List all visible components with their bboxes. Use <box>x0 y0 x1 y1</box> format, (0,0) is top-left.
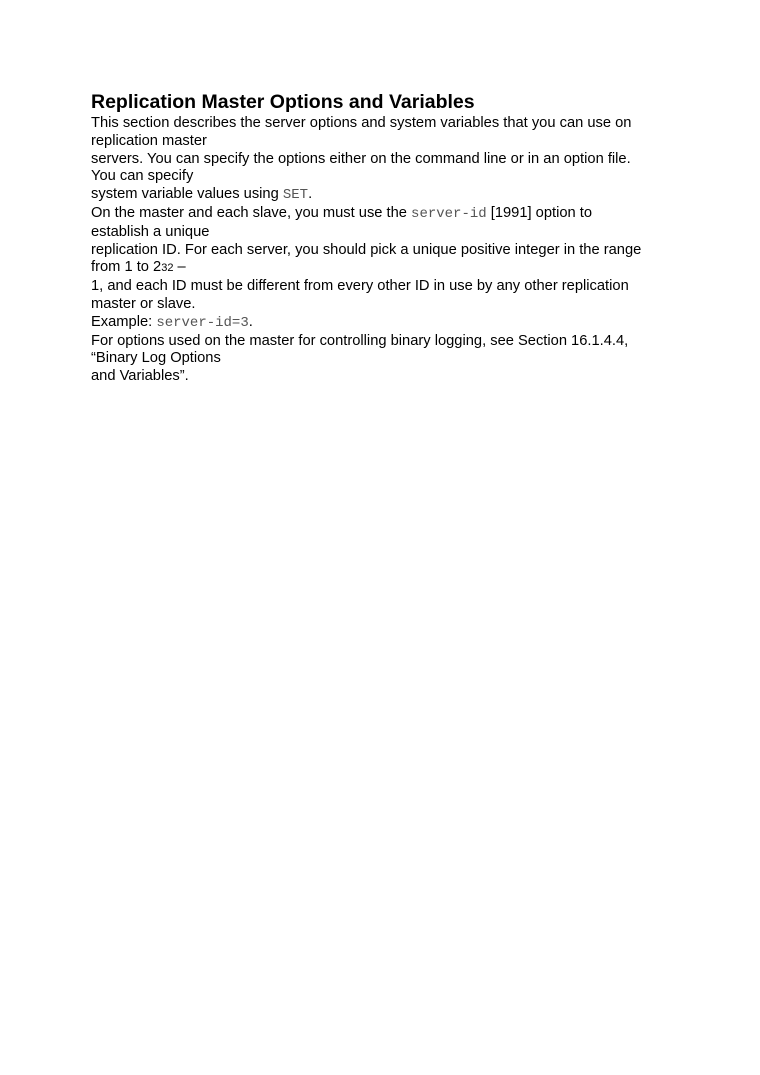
code-example: server-id=3 <box>156 314 249 331</box>
text-fragment: system variable values using <box>91 186 283 203</box>
code-server-id: server-id <box>411 205 487 222</box>
document-page <box>91 90 691 386</box>
exponent: 32 <box>161 262 174 275</box>
text-line <box>91 205 691 224</box>
text-line: For options used on the master for controlling binary logging, see Section 16.1.4.4, <box>91 332 629 349</box>
example-label: Example: <box>91 313 157 330</box>
page-title: Replication Master Options and Variables <box>91 91 475 113</box>
text-line: replication ID. For each server, you should pick a unique positive integer in the range <box>91 241 642 258</box>
example-paragraph <box>91 314 691 333</box>
text-fragment: from 1 to 2 <box>91 259 162 276</box>
binary-log-paragraph <box>91 333 691 386</box>
text-fragment: . <box>308 186 313 203</box>
text-line: establish a unique <box>91 223 210 240</box>
text-line <box>91 186 691 205</box>
text-line: master or slave. <box>91 295 196 312</box>
text-line <box>91 314 691 333</box>
text-fragment: – <box>173 259 186 276</box>
text-line <box>91 259 691 278</box>
text-fragment: . <box>248 313 253 330</box>
text-line: and Variables”. <box>91 368 189 385</box>
server-id-paragraph <box>91 205 691 314</box>
text-line: replication master <box>91 132 207 149</box>
text-fragment: On the master and each slave, you must use the <box>91 204 412 221</box>
text-line: This section describes the server options and system variables that you can use on <box>91 115 632 131</box>
text-fragment: [1991] option to <box>486 204 593 221</box>
text-line: servers. You can specify the options either on the command line or in an option file. <box>91 150 631 167</box>
text-line: “Binary Log Options <box>91 350 221 367</box>
code-set: SET <box>282 187 309 204</box>
text-line: 1, and each ID must be different from every other ID in use by any other replication <box>91 278 629 295</box>
text-line: You can specify <box>91 168 194 185</box>
intro-paragraph <box>91 115 691 205</box>
